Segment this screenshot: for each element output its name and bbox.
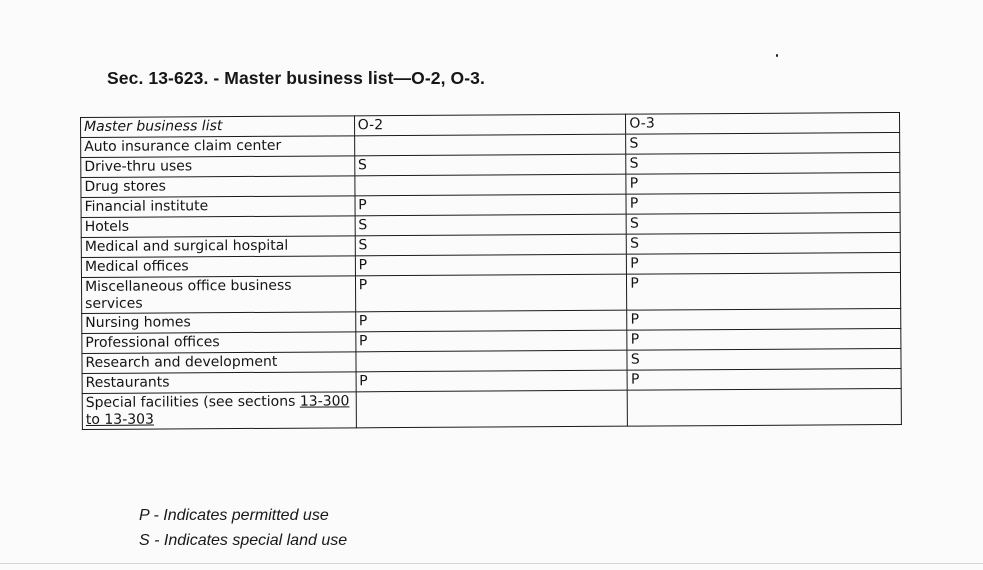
row-o2: P bbox=[355, 330, 627, 352]
header-o3: O-3 bbox=[626, 112, 900, 134]
row-o3: P bbox=[627, 252, 901, 274]
row-name: Nursing homes bbox=[82, 312, 356, 334]
row-o2: S bbox=[355, 214, 627, 236]
row-name: Auto insurance claim center bbox=[81, 136, 355, 158]
row-o3: S bbox=[626, 132, 900, 154]
row-o2 bbox=[355, 174, 627, 196]
scan-speck bbox=[776, 54, 778, 57]
master-business-table bbox=[80, 112, 902, 430]
row-name: Research and development bbox=[82, 352, 356, 374]
row-o2 bbox=[354, 134, 626, 156]
row-o2 bbox=[356, 390, 628, 428]
row-name: Medical and surgical hospital bbox=[81, 236, 355, 258]
special-facilities-text: Special facilities (see sections bbox=[85, 393, 300, 411]
header-o2: O-2 bbox=[354, 114, 626, 136]
row-name: Hotels bbox=[81, 216, 355, 238]
row-o3 bbox=[627, 388, 901, 426]
row-name: Professional offices bbox=[82, 332, 356, 354]
row-name: Medical offices bbox=[81, 256, 355, 278]
row-o3: S bbox=[626, 212, 900, 234]
row-o2: S bbox=[355, 234, 627, 256]
row-o2: P bbox=[355, 274, 627, 312]
row-o3: P bbox=[626, 192, 900, 214]
row-o3: S bbox=[626, 152, 900, 174]
row-o2: P bbox=[355, 194, 627, 216]
row-o2: P bbox=[355, 310, 627, 332]
row-name: Financial institute bbox=[81, 196, 355, 218]
sections-link[interactable]: 13-300 to 13-303 bbox=[85, 393, 350, 428]
row-o2: S bbox=[354, 154, 626, 176]
row-name: Restaurants bbox=[82, 372, 356, 394]
header-business-list: Master business list bbox=[81, 116, 355, 138]
row-o3: P bbox=[627, 328, 901, 350]
row-o3: S bbox=[627, 232, 901, 254]
page-title: Sec. 13-623. - Master business list—O-2, O-3. bbox=[107, 68, 485, 88]
page-edge bbox=[0, 563, 983, 564]
row-o3: P bbox=[627, 308, 901, 330]
table-row bbox=[82, 388, 901, 429]
row-o2: P bbox=[355, 254, 627, 276]
table-row bbox=[81, 272, 900, 313]
row-o3: P bbox=[626, 172, 900, 194]
row-o2 bbox=[356, 350, 628, 372]
row-name: Drug stores bbox=[81, 176, 355, 198]
row-o3: S bbox=[627, 348, 901, 370]
row-o3: P bbox=[627, 368, 901, 390]
row-name: Drive-thru uses bbox=[81, 156, 355, 178]
legend-special: S - Indicates special land use bbox=[139, 532, 348, 549]
row-name: Miscellaneous office business services bbox=[81, 276, 355, 314]
row-o2: P bbox=[356, 370, 628, 392]
legend-permitted: P - Indicates permitted use bbox=[139, 507, 329, 524]
row-name bbox=[82, 392, 356, 430]
row-o3: P bbox=[627, 272, 901, 310]
